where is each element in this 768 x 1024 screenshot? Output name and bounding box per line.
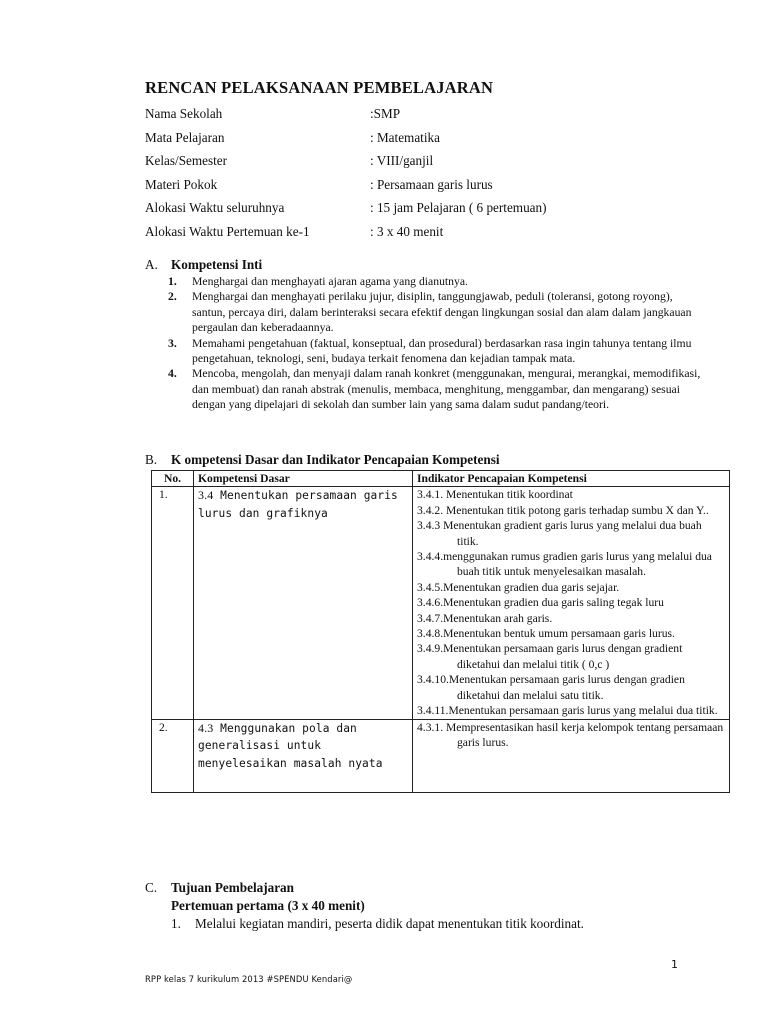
list-number: 4. (168, 367, 177, 381)
list-text: Melalui kegiatan mandiri, peserta didik dapat menentukan titik koordinat. (195, 916, 584, 931)
list-text: Menghargai dan menghayati ajaran agama yang dianutnya. (192, 275, 468, 288)
indicator-item: 3.4.1. Menentukan titik koordinat (417, 488, 573, 502)
indicator-item: 3.4.10.Menentukan persamaan garis lurus dengan gradien diketahui dan melalui satu titik. (417, 673, 685, 702)
section-letter: B. (145, 452, 158, 467)
kompetensi-table (151, 470, 730, 793)
indicator-item: 3.4.4.menggunakan rumus gradien garis lurus yang melalui dua buah titik untuk menyelesaikan masalah. (417, 550, 712, 579)
info-label: Nama Sekolah (145, 106, 223, 121)
list-text: Menghargai dan menghayati perilaku jujur, disiplin, tanggungjawab, peduli (toleransi, gotong royong), santun, percaya diri, dalam berinteraksi secara efektif dengan lingkungan sosial dan alam dalam jangkauan pergaulan dan keberadaannya. (192, 290, 692, 335)
list-item (168, 336, 708, 367)
indicator-cell (413, 487, 730, 719)
section-title: Kompetensi Inti (171, 257, 263, 272)
section-c-heading (145, 879, 584, 897)
section-title: Tujuan Pembelajaran (171, 880, 294, 895)
info-label: Alokasi Waktu Pertemuan ke-1 (145, 223, 310, 239)
info-block (145, 106, 705, 248)
page-footer: RPP kelas 7 kurikulum 2013 #SPENDU Kendari@ (145, 974, 353, 984)
kompetensi-dasar-cell (194, 719, 413, 792)
indicator-item: 3.4.7.Menentukan arah garis. (417, 611, 553, 625)
indicator-item: 4.3.1. Mempresentasikan hasil kerja kelompok tentang persamaan garis lurus. (417, 720, 724, 749)
info-row (145, 153, 705, 177)
list-number: 3. (168, 336, 177, 350)
section-c (145, 879, 584, 933)
column-header-kd: Kompetensi Dasar (194, 471, 413, 487)
section-title: K ompetensi Dasar dan Indikator Pencapaian Kompetensi (171, 452, 500, 467)
info-label: Mata Pelajaran (145, 129, 225, 145)
list-item (145, 915, 584, 933)
list-item (168, 289, 708, 335)
info-label: Alokasi Waktu seluruhnya (145, 200, 285, 216)
kompetensi-dasar-text (198, 487, 408, 522)
indicator-item: 3.4.3 Menentukan gradient garis lurus yang melalui dua buah titik. (417, 519, 702, 548)
document-title: RENCAN PELAKSANAAN PEMBELAJARAN (145, 78, 494, 97)
indicator-item: 3.4.11.Menentukan persamaan garis lurus yang melalui dua titik. (417, 704, 718, 718)
indicator-item: 3.4.8.Menentukan bentuk umum persamaan garis lurus. (417, 627, 675, 641)
kd-number: 4.3 (198, 720, 214, 735)
row-number: 2. (152, 719, 194, 792)
list-number: 2. (168, 290, 177, 304)
table-row (152, 487, 730, 719)
list-text: Memahami pengetahuan (faktual, konseptual, dan prosedural) berdasarkan rasa ingin tahunya tentang ilmu pengetahuan, teknologi, seni, budaya terkait fenomena dan kejadian tampak mata. (192, 336, 692, 366)
info-row (145, 106, 705, 130)
kompetensi-inti-list (168, 274, 708, 413)
list-number: 1. (168, 275, 177, 288)
page-number: 1 (671, 958, 678, 971)
column-header-ipk: Indikator Pencapaian Kompetensi (413, 471, 730, 487)
list-item (168, 274, 708, 289)
section-letter: C. (145, 880, 158, 895)
info-value: : Matematika (370, 129, 440, 145)
kd-description: Menentukan persamaan garis lurus dan grafiknya (198, 489, 398, 520)
kd-number: 3.4 (198, 488, 214, 503)
table-row (152, 719, 730, 792)
info-value: :SMP (370, 106, 401, 121)
info-row (145, 130, 705, 154)
info-row (145, 224, 705, 248)
table-header-row (152, 471, 730, 487)
kompetensi-dasar-text (198, 720, 408, 773)
list-item (168, 366, 708, 412)
list-number: 1. (171, 916, 181, 931)
indicator-item: 3.4.5.Menentukan gradien dua garis sejajar. (417, 580, 620, 594)
kompetensi-dasar-cell (194, 487, 413, 719)
indicator-cell (413, 719, 730, 792)
info-label: Kelas/Semester (145, 153, 228, 169)
info-row (145, 200, 705, 224)
info-value: : Persamaan garis lurus (370, 176, 493, 192)
info-row (145, 177, 705, 201)
indicator-item: 3.4.6.Menentukan gradien dua garis saling tegak luru (417, 596, 664, 610)
section-subtitle: Pertemuan pertama (3 x 40 menit) (171, 898, 365, 913)
kd-description: Menggunakan pola dan generalisasi untuk menyelesaikan masalah nyata (198, 721, 383, 770)
indicator-item: 3.4.2. Menentukan titik potong garis terhadap sumbu X dan Y.. (417, 503, 709, 517)
column-header-no: No. (152, 471, 194, 487)
info-value: : 15 jam Pelajaran ( 6 pertemuan) (370, 200, 547, 216)
list-text: Mencoba, mengolah, dan menyaji dalam ranah konkret (menggunakan, mengurai, merangkai, memodifikasi, dan membuat) dan ranah abstrak (menulis, membaca, menghitung, menggambar, dan mengarang) sesuai dengan yang dipelajari di sekolah dan sumber lain yang sama dalam sudut pandang/teori. (192, 367, 701, 412)
section-letter: A. (145, 257, 158, 272)
info-value: : 3 x 40 menit (370, 223, 444, 239)
info-label: Materi Pokok (145, 176, 218, 192)
indicator-item: 3.4.9.Menentukan persamaan garis lurus dengan gradient diketahui dan melalui titik ( 0,c ) (417, 642, 683, 671)
info-value: : VIII/ganjil (370, 153, 434, 169)
row-number: 1. (152, 487, 194, 719)
